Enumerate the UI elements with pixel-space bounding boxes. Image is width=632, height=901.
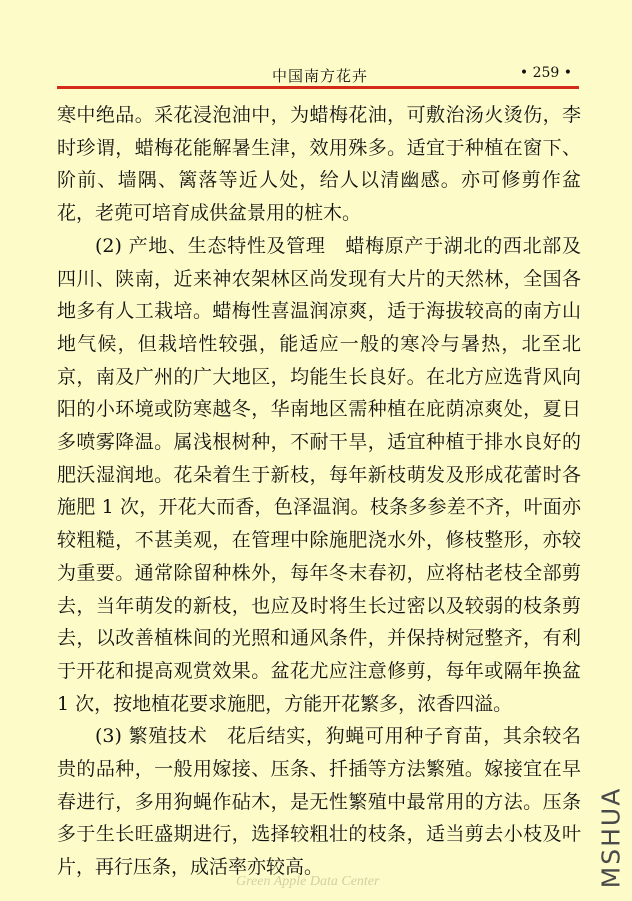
running-title: 中国南方花卉: [272, 67, 369, 85]
paragraph-continuation: 寒中绝品。采花浸泡油中，为蜡梅花油，可敷治汤火烫伤，李时珍谓，蜡梅花能解暑生津，效用殊多。适宜于种植在窗下、阶前、墙隅、篱落等近人处，给人以清幽感。亦可修剪作盆花，老蔸可培育成供盆景用的桩木。: [57, 104, 581, 225]
bottom-watermark: Green Apple Data Center: [236, 874, 380, 889]
paragraph-propagation: (3) 繁殖技术 花后结实，狗蝇可用种子育苗，其余较名贵的品种，一般用嫁接、压条、扦插等方法繁殖。嫁接宜在早春进行，多用狗蝇作砧木，是无性繁殖中最常用的方法。压条多于生长旺盛期进行，选择较粗壮的枝条，适当剪去小枝及叶片，再行压条，成活率亦较高。: [57, 725, 581, 879]
side-watermark: MSHUA: [596, 786, 626, 888]
paragraph-origin-ecology: (2) 产地、生态特性及管理 蜡梅原产于湖北的西北部及四川、陕南，近来神农架林区尚发现有大片的天然林，全国各地多有人工栽培。蜡梅性喜温润凉爽，适于海拔较高的南方山地气候，但栽培性较强，能适应一般的寒冷与暑热，北至北京，南及广州的广大地区，均能生长良好。在北方应选背风向阳的小环境或防寒越冬，华南地区需种植在庇荫凉爽处，夏日多喷雾降温。属浅根树种，不耐干旱，适宜种植于排水良好的肥沃湿润地。花朵着生于新枝，每年新枝萌发及形成花蕾时各施肥 1 次，开花大而香，色泽温润。枝条多参差不齐，叶面亦较粗糙，不甚美观，在管理中除施肥浇水外，修枝整形，亦较为重要。通常除留种株外，每年冬末春初，应将枯老枝全部剪去，当年萌发的新枝，也应及时将生长过密以及较弱的枝条剪去，以改善植株间的光照和通风条件，并保持树冠整齐，有利于开花和提高观赏效果。盆花尤应注意修剪，每年或隔年换盆 1 次，按地植花要求施肥，方能开花繁多，浓香四溢。: [57, 234, 581, 715]
page-header: [60, 62, 580, 86]
page-number: • 259 •: [519, 65, 572, 81]
header-rule: [57, 86, 579, 89]
body-text: [57, 99, 581, 884]
